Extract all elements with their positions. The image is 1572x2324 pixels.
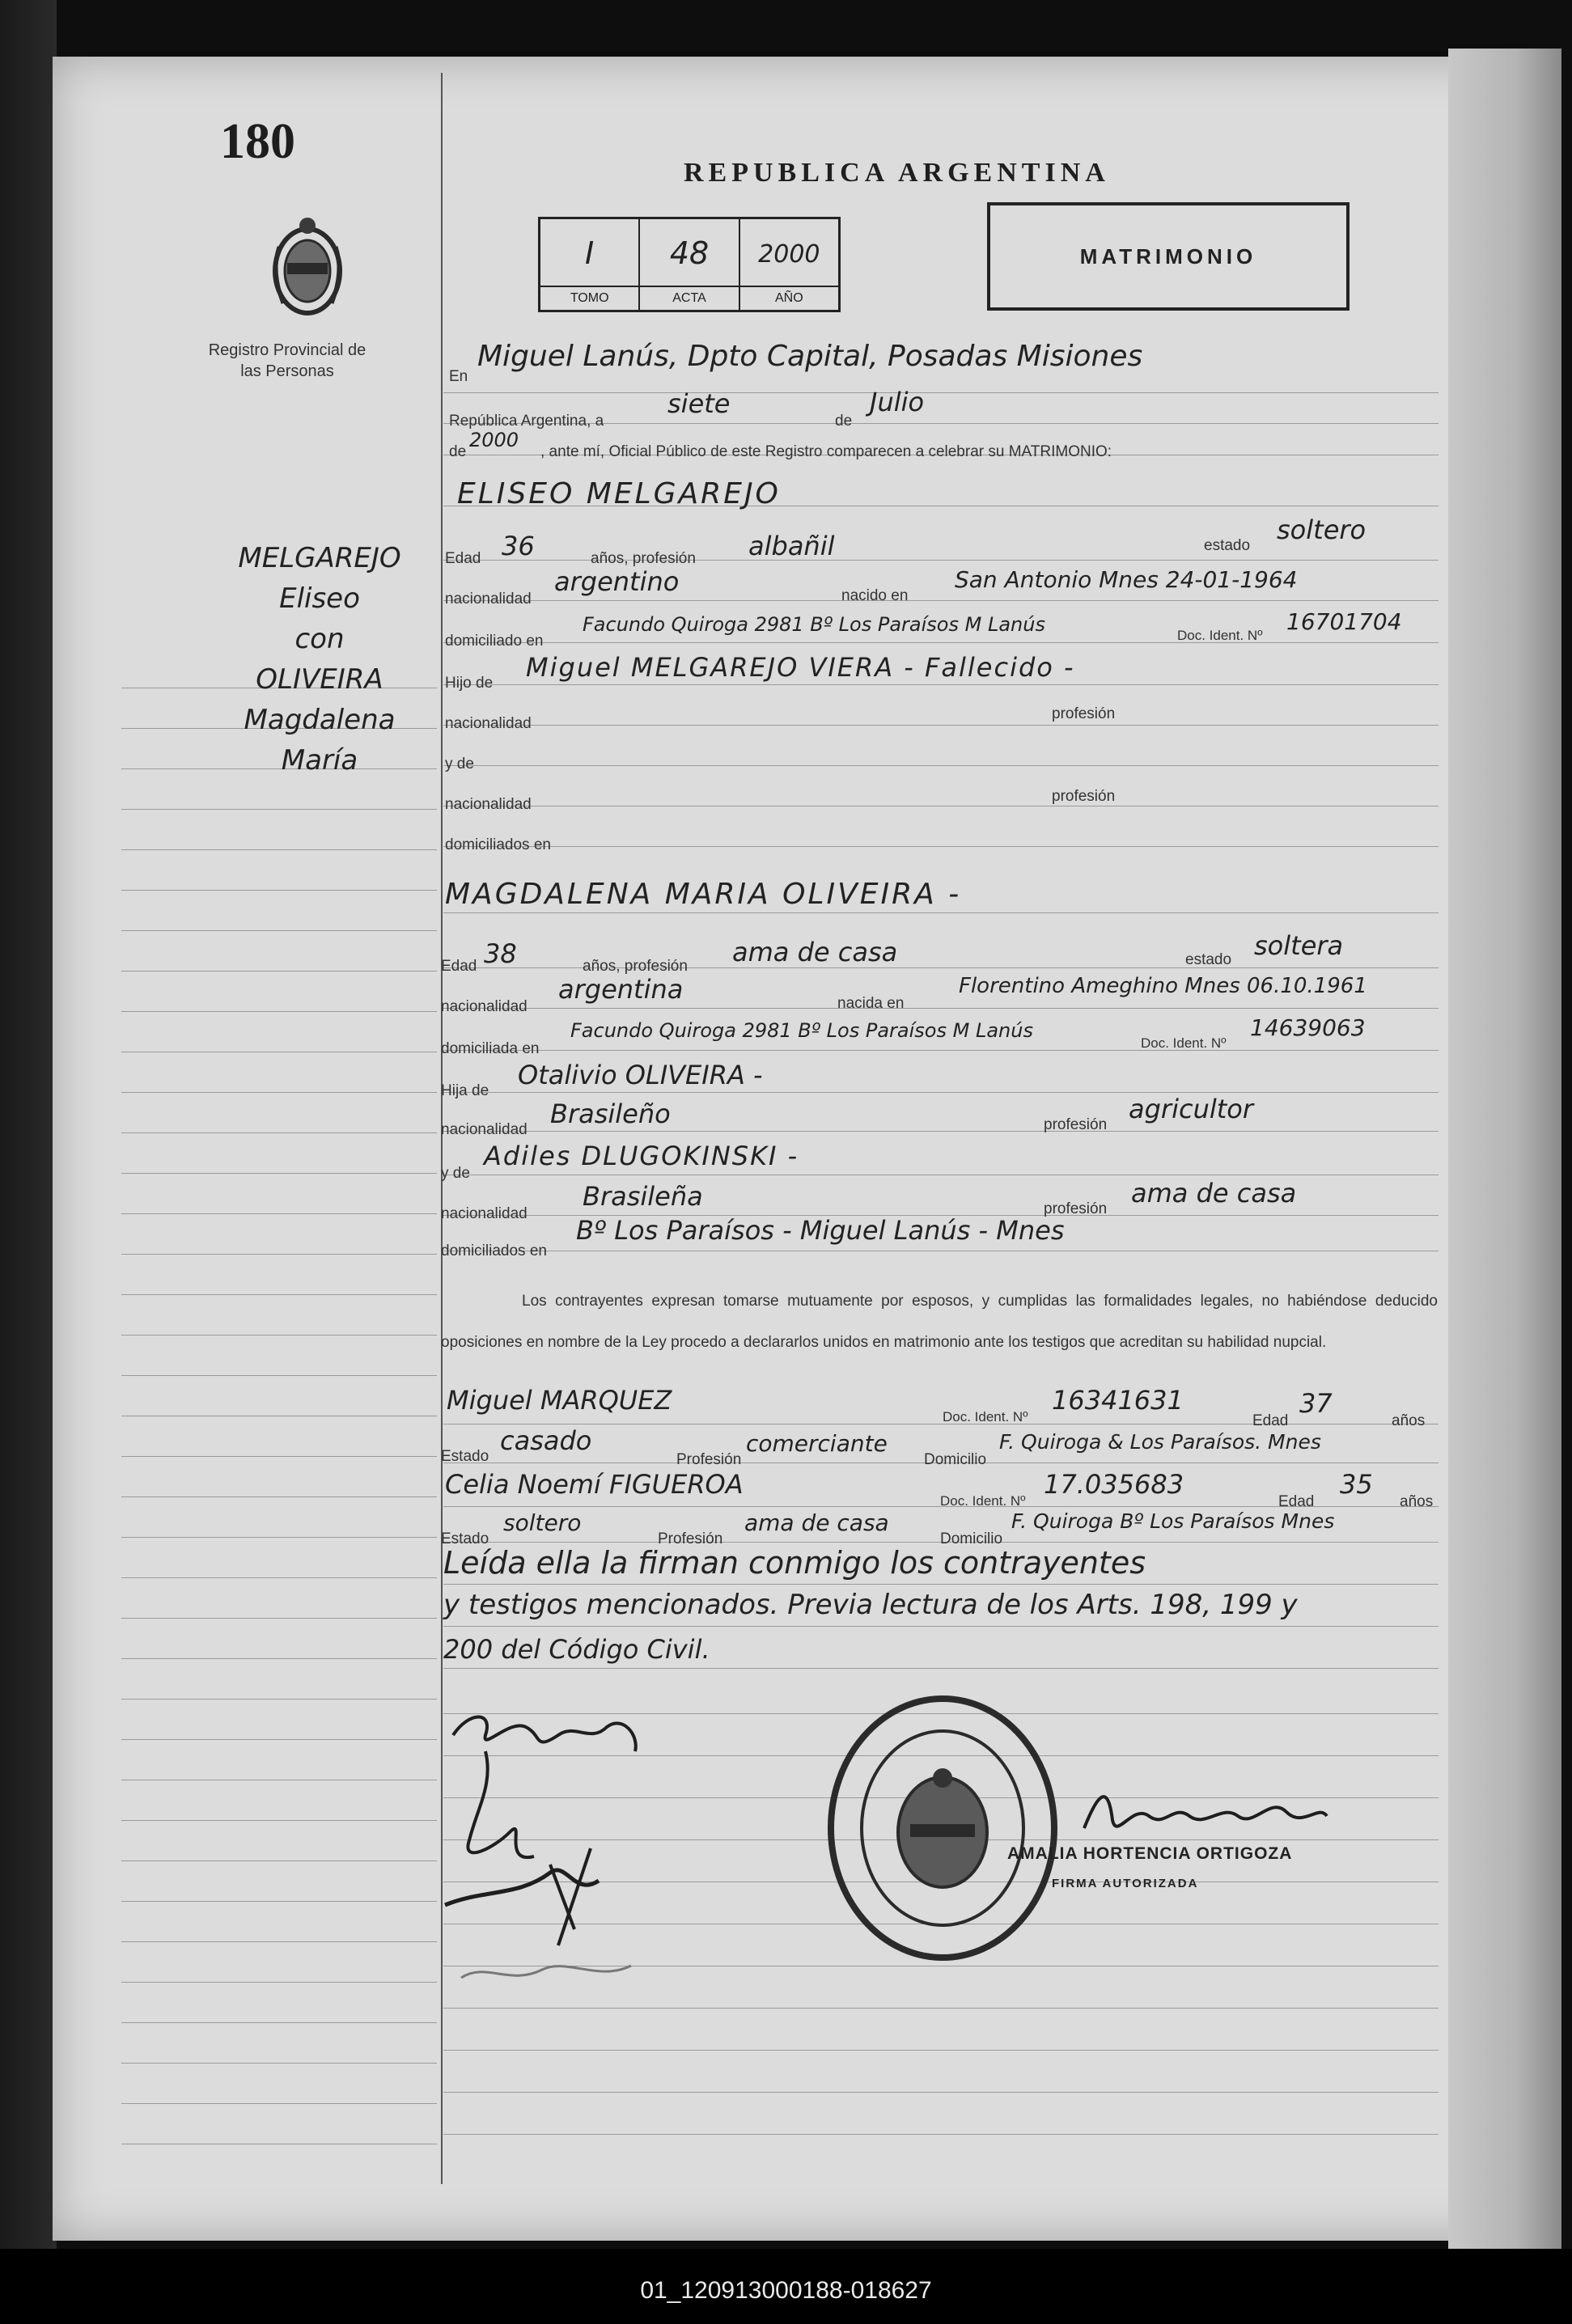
margin-rule	[121, 1658, 437, 1659]
tomo-label: TOMO	[540, 286, 638, 310]
witness2-estado: soltero	[503, 1509, 582, 1536]
witness2-prof-label: Profesión	[658, 1530, 723, 1547]
groom-nac-label: nacionalidad	[445, 591, 532, 607]
witness1-domicilio: F. Quiroga & Los Paraísos. Mnes	[999, 1430, 1321, 1454]
de-label: de	[835, 413, 853, 430]
form-rule	[443, 2050, 1439, 2051]
margin-rule	[121, 1011, 437, 1012]
bride-nacida-label: nacida en	[837, 995, 905, 1012]
margin-annotation	[190, 538, 449, 781]
witness2-doc-label: Doc. Ident. Nº	[940, 1493, 1026, 1509]
record-type: MATRIMONIO	[1079, 244, 1257, 269]
bride-mother-nac: Brasileña	[583, 1181, 703, 1212]
witness1-dom-label: Domicilio	[924, 1451, 987, 1468]
margin-rule	[121, 1092, 437, 1093]
witness1-estado: casado	[500, 1425, 592, 1456]
bride-name: MAGDALENA MARIA OLIVEIRA -	[445, 878, 962, 911]
bride-edad: 38	[484, 938, 517, 969]
margin-rule	[121, 971, 437, 972]
witness2-domicilio: F. Quiroga Bº Los Paraísos Mnes	[1011, 1509, 1335, 1533]
margin-rule	[121, 849, 437, 850]
form-rule	[443, 600, 1439, 601]
margin-rule	[121, 1860, 437, 1861]
bride-estado-label: estado	[1185, 951, 1232, 968]
groom-nacido: San Antonio Mnes 24-01-1964	[955, 566, 1298, 593]
official-stamp-icon	[821, 1691, 1064, 1966]
margin-rule	[121, 1982, 437, 1983]
margin-line-5: Magdalena	[244, 704, 396, 736]
year-value: 2000	[469, 429, 519, 451]
en-label: En	[449, 368, 468, 385]
closing-line-2: y testigos mencionados. Previa lectura de los Arts. 198, 199 y	[443, 1589, 1298, 1621]
form-rule	[443, 1092, 1439, 1093]
margin-rule	[121, 1294, 437, 1295]
ano-box	[740, 219, 838, 310]
page-number: 180	[220, 114, 295, 169]
form-rule	[443, 1584, 1439, 1585]
bride-doc-label: Doc. Ident. Nº	[1141, 1035, 1227, 1051]
bride-estado: soltera	[1254, 930, 1344, 961]
form-rule	[443, 1626, 1439, 1627]
signatures-graphic	[437, 1703, 672, 2010]
bride-mother-prof: ama de casa	[1131, 1178, 1297, 1209]
tomo-box	[540, 219, 640, 310]
witness1-edad: 37	[1299, 1388, 1333, 1419]
month-value: Julio	[870, 387, 925, 417]
groom-nac3-label: nacionalidad	[445, 796, 532, 813]
bride-nacida: Florentino Ameghino Mnes 06.10.1961	[959, 974, 1367, 998]
page-edge-right	[1448, 49, 1561, 2249]
form-rule	[443, 1050, 1439, 1051]
groom-nac2-label: nacionalidad	[445, 715, 532, 732]
witness2-dom-label: Domicilio	[940, 1530, 1003, 1547]
witness2-estado-label: Estado	[441, 1530, 489, 1547]
groom-name: ELISEO MELGAREJO	[457, 477, 781, 510]
acta-box	[640, 219, 739, 310]
witness2-edad-label: Edad	[1278, 1493, 1315, 1510]
bride-dom-label: domiciliada en	[441, 1040, 540, 1057]
official-name: AMALIA HORTENCIA ORTIGOZA	[1007, 1844, 1293, 1863]
witness1-estado-label: Estado	[441, 1448, 489, 1465]
bride-nac-label: nacionalidad	[441, 998, 528, 1015]
margin-rule	[121, 1820, 437, 1821]
margin-rule	[121, 1335, 437, 1336]
place-value: Miguel Lanús, Dpto Capital, Posadas Misiones	[477, 340, 1143, 373]
declaration-paragraph: Los contrayentes expresan tomarse mutuamente por esposos, y cumplidas las formalidades legales, no habiéndose deducido oposiciones en nombre de la Ley procedo a declararlos unidos en matrimonio ante los testigos que acreditan su habilidad nupcial.	[441, 1293, 1438, 1351]
witness1-profesion: comerciante	[746, 1430, 888, 1457]
groom-estado-label: estado	[1204, 537, 1251, 554]
bride-father-prof-label: profesión	[1044, 1116, 1108, 1133]
groom-prof3-label: profesión	[1052, 788, 1116, 805]
official-title: FIRMA AUTORIZADA	[1052, 1877, 1199, 1890]
bride-anos-label: años, profesión	[583, 958, 688, 975]
groom-profesion: albañil	[748, 531, 835, 561]
margin-rule	[121, 1577, 437, 1578]
form-rule	[443, 725, 1439, 726]
groom-estado: soltero	[1277, 514, 1366, 545]
margin-rule	[121, 1375, 437, 1376]
bride-yde-label: y de	[441, 1165, 470, 1182]
witness1-doc: 16341631	[1052, 1385, 1184, 1416]
form-rule	[443, 846, 1439, 847]
witness2-edad: 35	[1340, 1469, 1373, 1500]
tomo-value: I	[585, 235, 595, 271]
bride-father-nac: Brasileño	[550, 1099, 671, 1129]
margin-rule	[121, 890, 437, 891]
form-rule	[443, 1008, 1439, 1009]
witness1-name: Miguel MARQUEZ	[447, 1385, 672, 1416]
bride-domiciliados-label: domiciliados en	[441, 1242, 547, 1259]
margin-rule	[121, 1901, 437, 1902]
bride-nacionalidad: argentina	[558, 974, 684, 1005]
form-rule	[443, 1668, 1439, 1669]
form-rule	[443, 2134, 1439, 2135]
margin-rule	[121, 2103, 437, 2104]
bride-hija-label: Hija de	[441, 1082, 489, 1099]
groom-domiciliados-label: domiciliados en	[445, 836, 551, 853]
groom-nacionalidad: argentino	[554, 566, 680, 597]
bride-domicilio: Facundo Quiroga 2981 Bº Los Paraísos M Lanús	[570, 1019, 1033, 1042]
margin-rule	[121, 1699, 437, 1700]
witness1-prof-label: Profesión	[676, 1451, 742, 1468]
margin-line-2: Eliseo	[279, 582, 360, 615]
margin-line-6: María	[281, 744, 358, 777]
groom-hijo-label: Hijo de	[445, 675, 494, 692]
acta-value: 48	[669, 235, 710, 271]
bride-mother-prof-label: profesión	[1044, 1200, 1108, 1217]
margin-rule	[121, 1496, 437, 1497]
acta-label: ACTA	[640, 286, 738, 310]
bride-father: Otalivio OLIVEIRA -	[518, 1060, 763, 1090]
form-rule	[443, 765, 1439, 766]
margin-rule	[121, 1213, 437, 1214]
margin-rule	[121, 1173, 437, 1174]
republica-label: República Argentina, a	[449, 413, 604, 430]
margin-rule	[121, 1618, 437, 1619]
margin-line-4: OLIVEIRA	[256, 663, 383, 696]
groom-edad-label: Edad	[445, 550, 481, 567]
witness1-doc-label: Doc. Ident. Nº	[943, 1409, 1028, 1424]
country-title: REPUBLICA ARGENTINA	[684, 158, 1110, 188]
bride-father-prof: agricultor	[1129, 1094, 1254, 1124]
bride-mother: Adiles DLUGOKINSKI -	[484, 1141, 799, 1171]
witness2-name: Celia Noemí FIGUEROA	[445, 1469, 744, 1500]
form-rule	[443, 912, 1439, 913]
margin-rule	[121, 809, 437, 810]
bride-profesion: ama de casa	[732, 937, 898, 967]
margin-rule	[121, 1254, 437, 1255]
record-reference-boxes	[538, 217, 841, 312]
margin-rule	[121, 1941, 437, 1942]
groom-dom-label: domiciliado en	[445, 633, 544, 650]
groom-doc: 16701704	[1286, 608, 1402, 635]
bride-father-nac-label: nacionalidad	[441, 1121, 528, 1138]
form-rule	[443, 684, 1439, 685]
ano-label: AÑO	[740, 286, 838, 310]
closing-line-1: Leída ella la firman conmigo los contrayentes	[443, 1545, 1146, 1581]
groom-nacido-label: nacido en	[841, 587, 909, 604]
margin-line-1: MELGAREJO	[238, 542, 401, 574]
witness2-profesion: ama de casa	[744, 1509, 889, 1536]
groom-doc-label: Doc. Ident. Nº	[1177, 628, 1263, 643]
margin-rule	[121, 1537, 437, 1538]
groom-anos-label: años, profesión	[591, 550, 696, 567]
ante-text: , ante mí, Oficial Público de este Registro comparecen a celebrar su MATRIMONIO:	[540, 443, 1112, 460]
closing-line-3: 200 del Código Civil.	[443, 1634, 710, 1665]
form-rule	[443, 2092, 1439, 2093]
groom-edad: 36	[502, 531, 535, 561]
groom-prof2-label: profesión	[1052, 705, 1116, 722]
image-identifier: 01_120913000188-018627	[640, 2277, 932, 2304]
form-rule	[443, 642, 1439, 643]
margin-rule	[121, 1456, 437, 1457]
form-rule	[443, 392, 1439, 393]
groom-father: Miguel MELGAREJO VIERA - Fallecido -	[526, 652, 1075, 683]
de2-label: de	[449, 443, 467, 460]
margin-rule	[121, 2063, 437, 2064]
groom-domicilio: Facundo Quiroga 2981 Bº Los Paraísos M Lanús	[583, 613, 1045, 636]
margin-rule	[121, 1739, 437, 1740]
witness2-doc: 17.035683	[1044, 1469, 1184, 1500]
day-value: siete	[667, 388, 731, 419]
groom-yde-label: y de	[445, 756, 474, 773]
bride-domiciliados: Bº Los Paraísos - Miguel Lanús - Mnes	[576, 1215, 1065, 1246]
bride-edad-label: Edad	[441, 958, 477, 975]
margin-rule	[121, 1132, 437, 1133]
witness1-edad-label: Edad	[1252, 1412, 1289, 1429]
coat-of-arms-icon	[263, 214, 352, 320]
registry-label: Registro Provincial de las Personas	[208, 341, 367, 380]
form-rule	[443, 1131, 1439, 1132]
bride-mother-nac-label: nacionalidad	[441, 1205, 528, 1222]
ano-value: 2000	[758, 240, 820, 269]
witness2-anos-label: años	[1400, 1493, 1434, 1510]
bride-doc: 14639063	[1250, 1014, 1366, 1041]
margin-line-3: con	[294, 623, 345, 655]
record-type-box	[987, 202, 1350, 311]
binding-edge-left	[0, 0, 57, 2324]
margin-rule	[121, 2022, 437, 2023]
witness1-anos-label: años	[1392, 1412, 1426, 1429]
margin-rule	[121, 930, 437, 931]
